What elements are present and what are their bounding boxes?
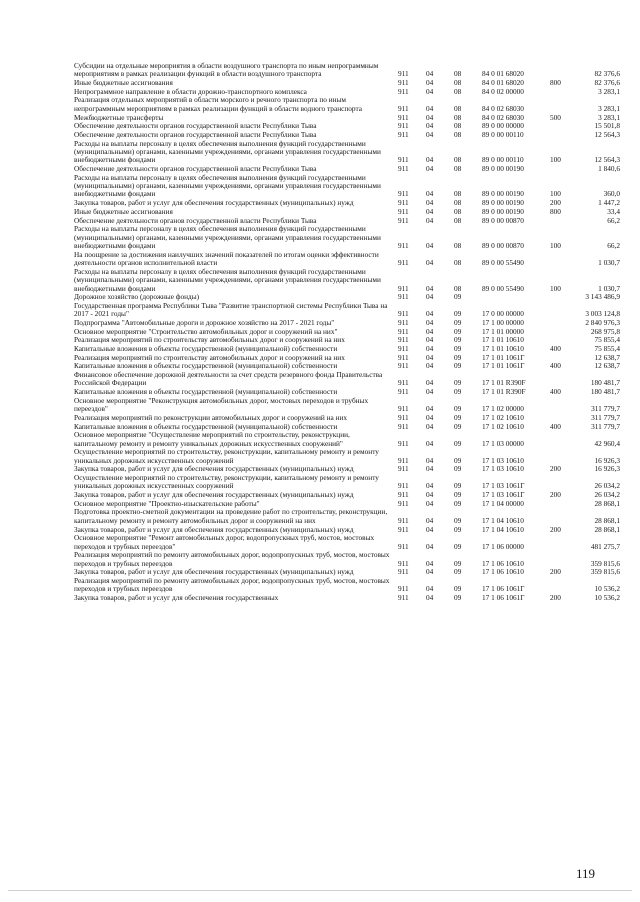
row-target-article: 89 0 00 00870: [482, 215, 524, 225]
row-target-article: 89 0 00 00190: [482, 189, 524, 199]
row-section: 04: [426, 515, 434, 525]
row-name: Обеспечение деятельности органов государственной власти Республики Тыва: [74, 121, 317, 131]
row-target-article: 89 0 00 00190: [482, 164, 524, 173]
row-target-article: 17 1 01 R390F: [482, 378, 526, 388]
row-name: Межбюджетные трансферты: [74, 112, 164, 122]
row-expense-type: 400: [550, 387, 561, 397]
row-name: Обеспечение деятельности органов государственной власти Республики Тыва: [74, 215, 317, 225]
row-name: Закупка товаров, работ и услуг для обеспечения государственных (муниципальных) нужд: [74, 567, 354, 577]
table-row: [74, 431, 620, 448]
row-section: 04: [426, 103, 434, 113]
row-target-article: 17 1 02 10610: [482, 412, 524, 422]
row-section: 04: [426, 240, 434, 250]
row-ministry-code: 911: [398, 309, 409, 319]
row-name: Государственная программа Республики Тыва "Развитие транспортной системы Республики Тыва на 2017 - 2021 годы": [74, 300, 388, 319]
row-section: 04: [426, 155, 434, 165]
row-section: 04: [426, 164, 434, 173]
row-name: Расходы на выплаты персоналу в целях обеспечения выполнения функций государственными (муниципальными) органами, казенными учреждениями, органами управления государственными внебюджетными фондами: [74, 266, 381, 293]
row-target-article: 89 0 00 00190: [482, 198, 524, 208]
row-amount: 1 840,6: [598, 164, 620, 173]
row-name: Закупка товаров, работ и услуг для обеспечения государственных (муниципальных) нужд: [74, 464, 354, 474]
table-row: [74, 577, 620, 594]
row-target-article: 17 1 02 10610: [482, 421, 524, 431]
row-ministry-code: 911: [398, 317, 409, 327]
row-ministry-code: 911: [398, 129, 409, 139]
table-row: [74, 551, 620, 568]
row-name: Капитальные вложения в объекты государственной (муниципальной) собственности: [74, 361, 338, 371]
row-subsection: 09: [454, 558, 462, 568]
row-section: 04: [426, 335, 434, 345]
row-amount: 28 868,1: [594, 524, 620, 534]
row-amount: 311 779,7: [591, 412, 620, 422]
row-subsection: 09: [454, 541, 462, 551]
row-section: 04: [426, 361, 434, 371]
row-section: 04: [426, 343, 434, 353]
row-ministry-code: 911: [398, 464, 409, 474]
row-amount: 268 975,8: [590, 326, 620, 336]
row-name: Подпрограмма "Автомобильные дороги и дорожное хозяйство на 2017 - 2021 годы": [74, 317, 335, 327]
row-amount: 3 143 486,9: [585, 292, 620, 302]
table-row: [74, 397, 620, 414]
row-name: Закупка товаров, работ и услуг для обеспечения государственных (муниципальных) нужд: [74, 490, 354, 500]
row-expense-type: 800: [550, 206, 561, 216]
row-ministry-code: 911: [398, 78, 409, 88]
row-target-article: 89 0 00 00870: [482, 240, 524, 250]
row-amount: 82 376,6: [594, 78, 620, 88]
row-amount: 311 779,7: [591, 404, 620, 414]
row-section: 04: [426, 326, 434, 336]
row-subsection: 08: [454, 121, 462, 131]
row-ministry-code: 911: [398, 206, 409, 216]
row-section: 04: [426, 129, 434, 139]
row-amount: 26 034,2: [594, 481, 620, 491]
row-section: 04: [426, 438, 434, 448]
row-ministry-code: 911: [398, 258, 409, 268]
row-name: Капитальные вложения в объекты государственной (муниципальной) собственности: [74, 421, 338, 431]
row-amount: 360,0: [603, 189, 620, 199]
row-subsection: 09: [454, 361, 462, 371]
table-row: [74, 174, 620, 199]
row-name: Осуществление мероприятий по строительству, реконструкции, капитальному ремонту и ремонту уникальных дорожных искусственных сооружений: [74, 473, 379, 491]
row-ministry-code: 911: [398, 164, 409, 173]
row-amount: 1 030,7: [598, 283, 620, 293]
row-ministry-code: 911: [398, 69, 409, 79]
scan-edge-line: [8, 890, 632, 891]
row-expense-type: 500: [550, 112, 561, 122]
row-name: На поощрение за достижения наилучших значений показателей по итогам оценки эффективности деятельности органов исполнительной власти: [74, 249, 379, 268]
row-amount: 1 447,2: [598, 198, 620, 208]
row-amount: 15 501,8: [594, 121, 620, 131]
row-name: Субсидии на отдельные мероприятия в области воздушного транспорта по иным непрограммным мероприятиям в рамках реализации функций в области воздушного транспорта: [74, 61, 379, 79]
row-target-article: 17 1 06 10610: [482, 558, 524, 568]
row-target-article: 84 0 02 68030: [482, 112, 524, 122]
row-expense-type: 800: [550, 78, 561, 88]
row-name: Основное мероприятие "Проектно-изыскательские работы": [74, 498, 260, 508]
row-target-article: 17 1 03 00000: [482, 438, 524, 448]
row-amount: 33,4: [607, 206, 620, 216]
table-row: [74, 225, 620, 250]
row-name: Обеспечение деятельности органов государственной власти Республики Тыва: [74, 164, 317, 173]
row-ministry-code: 911: [398, 283, 409, 293]
row-subsection: 08: [454, 155, 462, 165]
row-expense-type: 100: [550, 189, 561, 199]
row-ministry-code: 911: [398, 335, 409, 345]
row-ministry-code: 911: [398, 455, 409, 465]
row-target-article: 84 0 02 68030: [482, 103, 524, 113]
row-amount: 42 960,4: [594, 438, 620, 448]
row-section: 04: [426, 421, 434, 431]
row-amount: 66,2: [607, 240, 620, 250]
row-amount: 16 926,3: [594, 464, 620, 474]
row-ministry-code: 911: [398, 240, 409, 250]
row-ministry-code: 911: [398, 326, 409, 336]
row-ministry-code: 911: [398, 438, 409, 448]
row-ministry-code: 911: [398, 361, 409, 371]
row-ministry-code: 911: [398, 86, 409, 96]
row-subsection: 08: [454, 189, 462, 199]
table-row: [74, 131, 620, 139]
row-name: Закупка товаров, работ и услуг для обеспечения государственных (муниципальных) нужд: [74, 198, 354, 208]
row-target-article: 84 0 01 68020: [482, 69, 524, 79]
row-target-article: 17 1 06 10610: [482, 567, 524, 577]
row-name: Реализация мероприятий по ремонту автомобильных дорог, водопропускных труб, мостов, мостовых переходов и трубных переездов: [74, 576, 390, 594]
row-ministry-code: 911: [398, 412, 409, 422]
row-name: Финансовое обеспечение дорожной деятельности за счет средств резервного фонда Правительства Российской Федерации: [74, 370, 383, 388]
row-amount: 3 283,1: [598, 103, 620, 113]
row-subsection: 09: [454, 490, 462, 500]
row-expense-type: 400: [550, 361, 561, 371]
row-subsection: 08: [454, 129, 462, 139]
row-target-article: 84 0 01 68020: [482, 78, 524, 88]
row-ministry-code: 911: [398, 343, 409, 353]
row-section: 04: [426, 404, 434, 414]
row-ministry-code: 911: [398, 215, 409, 225]
row-subsection: 09: [454, 464, 462, 474]
row-target-article: 17 1 04 10610: [482, 524, 524, 534]
row-ministry-code: 911: [398, 567, 409, 577]
row-target-article: 17 1 01 1061Г: [482, 361, 525, 371]
row-amount: 180 481,7: [590, 378, 620, 388]
row-subsection: 09: [454, 292, 462, 302]
row-name: Осуществление мероприятий по строительству, реконструкции, капитальному ремонту и ремонту уникальных дорожных искусственных сооружений: [74, 447, 379, 465]
row-section: 04: [426, 524, 434, 534]
row-target-article: 89 0 00 00110: [482, 129, 524, 139]
row-target-article: 89 0 00 00110: [482, 155, 524, 165]
row-name: Реализация мероприятий по ремонту автомобильных дорог, водопропускных труб, мостов, мостовых переходов и трубных переездов: [74, 550, 390, 568]
row-ministry-code: 911: [398, 558, 409, 568]
table-row: [74, 268, 620, 293]
row-section: 04: [426, 69, 434, 79]
table-row: [74, 474, 620, 491]
row-name: Капитальные вложения в объекты государственной (муниципальной) собственности: [74, 343, 338, 353]
row-amount: 75 855,4: [594, 335, 620, 345]
row-section: 04: [426, 455, 434, 465]
row-ministry-code: 911: [398, 352, 409, 362]
row-section: 04: [426, 215, 434, 225]
row-ministry-code: 911: [398, 541, 409, 551]
row-subsection: 09: [454, 498, 462, 508]
row-expense-type: 200: [550, 524, 561, 534]
row-amount: 12 564,3: [594, 129, 620, 139]
row-section: 04: [426, 292, 434, 302]
row-section: 04: [426, 378, 434, 388]
row-name: Закупка товаров, работ и услуг для обеспечения государственных: [74, 593, 279, 603]
row-expense-type: 200: [550, 567, 561, 577]
row-ministry-code: 911: [398, 292, 409, 302]
row-target-article: 84 0 02 00000: [482, 86, 524, 96]
row-subsection: 08: [454, 164, 462, 173]
row-section: 04: [426, 481, 434, 491]
row-ministry-code: 911: [398, 421, 409, 431]
row-amount: 2 840 976,3: [585, 317, 620, 327]
row-name: Реализация мероприятий по реконструкции автомобильных дорог и сооружений на них: [74, 412, 348, 422]
row-amount: 75 855,4: [594, 343, 620, 353]
row-subsection: 09: [454, 317, 462, 327]
row-amount: 3 283,1: [598, 86, 620, 96]
row-subsection: 08: [454, 112, 462, 122]
table-row: [74, 62, 620, 79]
row-name: Расходы на выплаты персоналу в целях обеспечения выполнения функций государственными (муниципальными) органами, казенными учреждениями, органами управления государственными внебюджетными фондами: [74, 224, 381, 250]
row-name: Основное мероприятие "Строительство автомобильных дорог и сооружений на них": [74, 326, 338, 336]
row-expense-type: 100: [550, 155, 561, 165]
table-row: [74, 448, 620, 465]
table-row: [74, 302, 620, 319]
table-row: [74, 534, 620, 551]
row-expense-type: 100: [550, 283, 561, 293]
row-amount: 26 034,2: [594, 490, 620, 500]
row-amount: 180 481,7: [590, 387, 620, 397]
row-target-article: 89 0 00 55490: [482, 258, 524, 268]
row-ministry-code: 911: [398, 593, 409, 603]
row-amount: 359 815,6: [590, 558, 620, 568]
row-name: Реализация отдельных мероприятий в области морского и речного транспорта по иным непрограммным мероприятиям в рамках реализации функций в области водного транспорта: [74, 95, 362, 113]
row-subsection: 09: [454, 326, 462, 336]
row-target-article: 17 1 06 1061Г: [482, 593, 525, 603]
row-subsection: 09: [454, 481, 462, 491]
row-ministry-code: 911: [398, 584, 409, 594]
row-ministry-code: 911: [398, 103, 409, 113]
row-amount: 3 283,1: [598, 112, 620, 122]
row-subsection: 08: [454, 240, 462, 250]
row-amount: 10 536,2: [594, 593, 620, 603]
row-section: 04: [426, 490, 434, 500]
row-subsection: 09: [454, 309, 462, 319]
row-section: 04: [426, 78, 434, 88]
row-section: 04: [426, 317, 434, 327]
row-section: 04: [426, 558, 434, 568]
row-section: 04: [426, 498, 434, 508]
row-section: 04: [426, 412, 434, 422]
row-amount: 66,2: [607, 215, 620, 225]
row-subsection: 09: [454, 593, 462, 603]
row-section: 04: [426, 86, 434, 96]
row-amount: 82 376,6: [594, 69, 620, 79]
row-target-article: 17 1 03 1061Г: [482, 481, 525, 491]
table-row: [74, 208, 620, 216]
row-subsection: 09: [454, 335, 462, 345]
row-ministry-code: 911: [398, 515, 409, 525]
row-target-article: 17 1 04 10610: [482, 515, 524, 525]
row-subsection: 09: [454, 387, 462, 397]
row-amount: 311 779,7: [591, 421, 620, 431]
row-target-article: 17 1 03 10610: [482, 455, 524, 465]
budget-table: [74, 62, 620, 602]
row-ministry-code: 911: [398, 121, 409, 131]
row-section: 04: [426, 593, 434, 603]
row-subsection: 09: [454, 343, 462, 353]
table-row: [74, 508, 620, 525]
row-subsection: 09: [454, 515, 462, 525]
row-target-article: 17 1 03 10610: [482, 464, 524, 474]
row-subsection: 09: [454, 455, 462, 465]
row-name: Основное мероприятие "Реконструкция автомобильных дорог, мостовых переходов и трубных переездов": [74, 395, 369, 414]
row-target-article: 17 1 01 10610: [482, 343, 524, 353]
row-name: Непрограммное направление в области дорожно-транспортного комплекса: [74, 86, 307, 96]
row-subsection: 09: [454, 524, 462, 534]
row-amount: 12 564,3: [594, 155, 620, 165]
table-row: [74, 594, 620, 602]
row-target-article: 17 1 01 00000: [482, 326, 524, 336]
row-amount: 12 638,7: [594, 361, 620, 371]
row-name: Расходы на выплаты персоналу в целях обеспечения выполнения функций государственными (муниципальными) органами, казенными учреждениями, органами управления государственными внебюджетными фондами: [74, 172, 381, 199]
row-name: Обеспечение деятельности органов государственной власти Республики Тыва: [74, 129, 317, 139]
row-ministry-code: 911: [398, 404, 409, 414]
row-name: Расходы на выплаты персоналу в целях обеспечения выполнения функций государственными (муниципальными) органами, казенными учреждениями, органами управления государственными внебюджетными фондами: [74, 138, 381, 165]
page-number: 119: [576, 866, 596, 881]
row-target-article: 89 0 00 55490: [482, 283, 524, 293]
row-section: 04: [426, 258, 434, 268]
row-section: 04: [426, 567, 434, 577]
row-expense-type: 400: [550, 421, 561, 431]
row-subsection: 09: [454, 404, 462, 414]
row-ministry-code: 911: [398, 524, 409, 534]
row-subsection: 08: [454, 258, 462, 268]
row-section: 04: [426, 352, 434, 362]
row-target-article: 17 1 01 R390F: [482, 387, 526, 397]
row-name: Иные бюджетные ассигнования: [74, 206, 173, 216]
row-expense-type: 200: [550, 198, 561, 208]
row-subsection: 08: [454, 69, 462, 79]
row-section: 04: [426, 206, 434, 216]
row-target-article: 89 0 00 00190: [482, 206, 524, 216]
row-section: 04: [426, 112, 434, 122]
row-amount: 3 003 124,8: [585, 309, 620, 319]
row-name: Капитальные вложения в объекты государственной (муниципальной) собственности: [74, 387, 338, 397]
row-target-article: 17 1 06 00000: [482, 541, 524, 551]
row-subsection: 09: [454, 412, 462, 422]
row-target-article: 17 1 01 1061Г: [482, 352, 525, 362]
row-amount: 10 536,2: [594, 584, 620, 594]
row-amount: 28 868,1: [594, 515, 620, 525]
row-ministry-code: 911: [398, 112, 409, 122]
row-amount: 359 815,6: [590, 567, 620, 577]
row-amount: 12 638,7: [594, 352, 620, 362]
row-subsection: 08: [454, 206, 462, 216]
row-expense-type: 200: [550, 464, 561, 474]
row-amount: 28 868,1: [594, 498, 620, 508]
row-subsection: 08: [454, 78, 462, 88]
table-row: [74, 140, 620, 165]
row-name: Дорожное хозяйство (дорожные фонды): [74, 292, 200, 302]
row-amount: 16 926,3: [594, 455, 620, 465]
row-name: Основное мероприятие "Ремонт автомобильных дорог, водопропускных труб, мостов, мостовых переходов и трубных переездов": [74, 533, 375, 551]
row-section: 04: [426, 584, 434, 594]
row-subsection: 08: [454, 86, 462, 96]
table-row: [74, 96, 620, 113]
row-name: Подготовка проектно-сметной документации на проведение работ по строительству, реконструкции, капитальному ремонту и ремонту автомобильных дорог и сооружений на них: [74, 507, 388, 525]
row-target-article: 17 0 00 00000: [482, 309, 524, 319]
row-section: 04: [426, 121, 434, 131]
row-subsection: 08: [454, 215, 462, 225]
row-ministry-code: 911: [398, 387, 409, 397]
row-section: 04: [426, 464, 434, 474]
row-target-article: 17 1 00 00000: [482, 317, 524, 327]
table-row: [74, 251, 620, 268]
row-subsection: 09: [454, 378, 462, 388]
row-ministry-code: 911: [398, 481, 409, 491]
row-ministry-code: 911: [398, 490, 409, 500]
row-section: 04: [426, 387, 434, 397]
row-subsection: 09: [454, 352, 462, 362]
table-row: [74, 414, 620, 422]
row-name: Основное мероприятие "Осуществление мероприятий по строительству, реконструкции, капитальному ремонту и ремонту уникальных дорожных искусственных сооружений": [74, 430, 350, 448]
row-name: Иные бюджетные ассигнования: [74, 78, 173, 88]
row-subsection: 08: [454, 198, 462, 208]
row-target-article: 17 1 03 1061Г: [482, 490, 525, 500]
row-section: 04: [426, 541, 434, 551]
row-target-article: 17 1 06 1061Г: [482, 584, 525, 594]
row-subsection: 09: [454, 584, 462, 594]
row-ministry-code: 911: [398, 189, 409, 199]
row-subsection: 08: [454, 103, 462, 113]
row-subsection: 08: [454, 283, 462, 293]
row-ministry-code: 911: [398, 378, 409, 388]
row-ministry-code: 911: [398, 155, 409, 165]
row-amount: 481 275,7: [590, 541, 620, 551]
row-section: 04: [426, 309, 434, 319]
row-expense-type: 100: [550, 240, 561, 250]
row-section: 04: [426, 283, 434, 293]
row-section: 04: [426, 189, 434, 199]
row-target-article: 17 1 02 00000: [482, 404, 524, 414]
table-row: [74, 371, 620, 388]
row-target-article: 17 1 04 00000: [482, 498, 524, 508]
row-expense-type: 400: [550, 343, 561, 353]
row-name: Реализация мероприятий по строительству автомобильных дорог и сооружений на них: [74, 335, 345, 345]
row-expense-type: 200: [550, 593, 561, 603]
row-ministry-code: 911: [398, 198, 409, 208]
row-section: 04: [426, 198, 434, 208]
row-target-article: 17 1 01 10610: [482, 335, 524, 345]
row-target-article: 89 0 00 00000: [482, 121, 524, 131]
row-expense-type: 200: [550, 490, 561, 500]
row-subsection: 09: [454, 567, 462, 577]
row-subsection: 09: [454, 438, 462, 448]
row-name: Реализация мероприятий по строительству автомобильных дорог и сооружений на них: [74, 352, 345, 362]
row-ministry-code: 911: [398, 498, 409, 508]
row-subsection: 09: [454, 421, 462, 431]
row-amount: 1 030,7: [598, 258, 620, 268]
row-name: Закупка товаров, работ и услуг для обеспечения государственных (муниципальных) нужд: [74, 524, 354, 534]
